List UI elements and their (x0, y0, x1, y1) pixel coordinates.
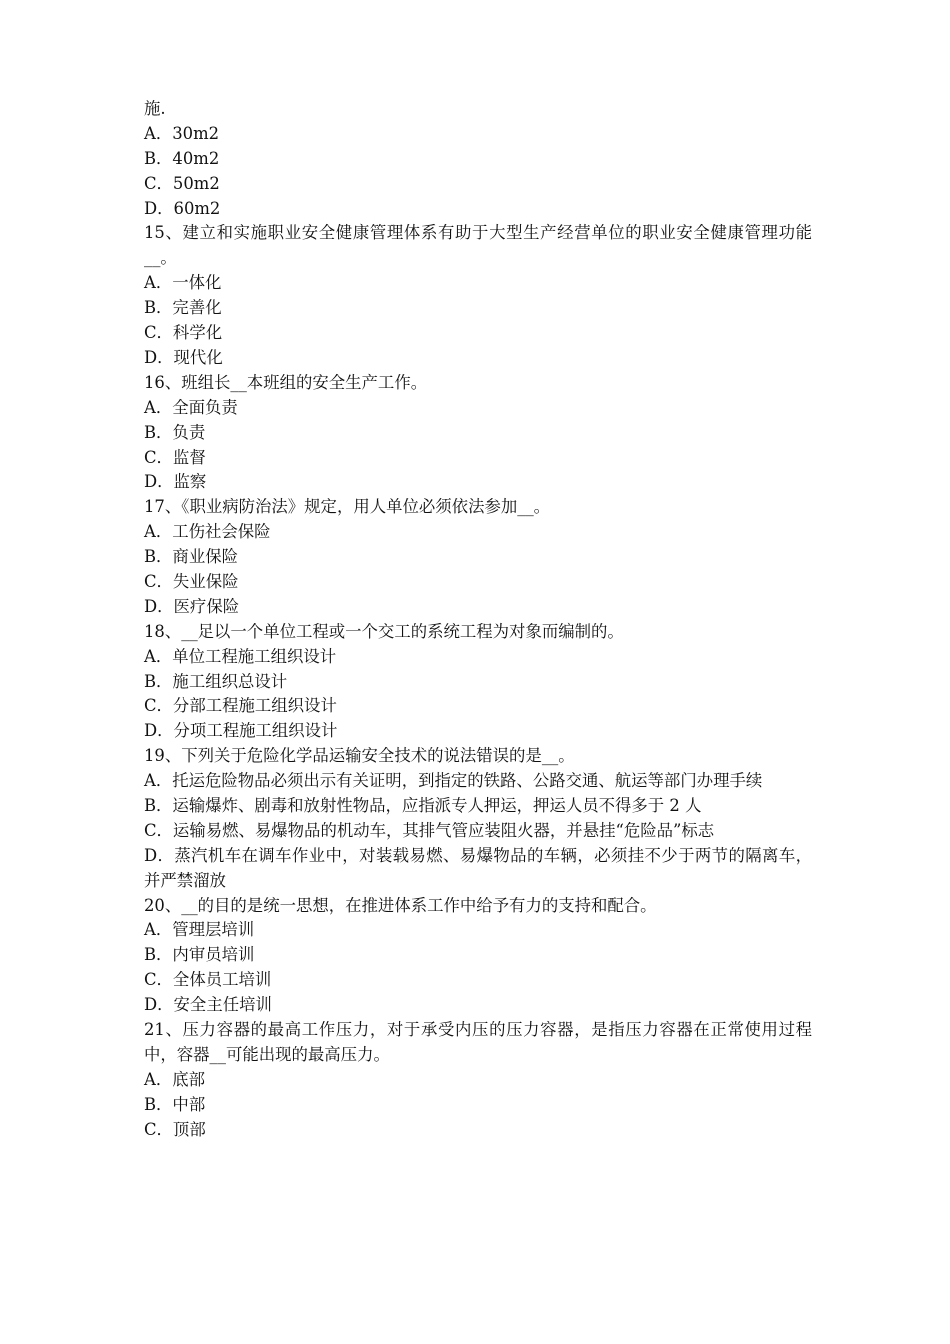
question-text: 16、班组长__本班组的安全生产工作。 (144, 372, 428, 392)
answer-option: A．底部 (144, 1069, 206, 1089)
text-line: 施. (144, 99, 166, 118)
answer-option: B．40m2 (144, 148, 220, 168)
answer-option: B．施工组织总设计 (144, 671, 288, 691)
question-text: 17、《职业病防治法》规定，用人单位必须依法参加__。 (144, 497, 551, 517)
answer-option: D．现代化 (144, 347, 223, 367)
answer-option: A．托运危险物品必须出示有关证明，到指定的铁路、公路交通、航运等部门办理手续 (144, 771, 763, 791)
answer-option: C．50m2 (144, 173, 220, 193)
answer-option: C．失业保险 (144, 571, 239, 591)
answer-option: B．内审员培训 (144, 945, 255, 965)
answer-option: D．60m2 (144, 198, 221, 218)
answer-option: D．蒸汽机车在调车作业中，对装载易燃、易爆物品的车辆，必须挂不少于两节的隔离车，并严禁溜放 (144, 845, 812, 890)
question-text: 21、压力容器的最高工作压力，对于承受内压的压力容器，是指压力容器在正常使用过程中，容器__可能出现的最高压力。 (144, 1020, 812, 1064)
answer-option: D．安全主任培训 (144, 995, 272, 1015)
answer-option: A．一体化 (144, 273, 222, 293)
answer-option: C．顶部 (144, 1119, 206, 1139)
answer-option: A．管理层培训 (144, 920, 255, 940)
answer-option: D．分项工程施工组织设计 (144, 721, 338, 741)
answer-option: B．完善化 (144, 298, 222, 318)
answer-option: A．30m2 (144, 123, 220, 143)
answer-option: A．单位工程施工组织设计 (144, 646, 337, 666)
answer-option: A．工伤社会保险 (144, 522, 271, 542)
answer-option: B．中部 (144, 1094, 206, 1114)
answer-option: B．负责 (144, 422, 206, 442)
answer-option: B．运输爆炸、剧毒和放射性物品，应指派专人押运，押运人员不得多于 2 人 (144, 795, 702, 815)
answer-option: D．监察 (144, 472, 207, 492)
question-text: 20、__的目的是统一思想，在推进体系工作中给予有力的支持和配合。 (144, 895, 657, 915)
answer-option: C．分部工程施工组织设计 (144, 696, 337, 716)
answer-option: C．科学化 (144, 323, 223, 343)
answer-option: C．全体员工培训 (144, 970, 272, 990)
question-text: 18、__足以一个单位工程或一个交工的系统工程为对象而编制的。 (144, 621, 624, 641)
answer-option: B．商业保险 (144, 547, 238, 567)
answer-option: A．全面负责 (144, 397, 238, 417)
document-page (144, 97, 812, 1143)
answer-option: D．医疗保险 (144, 596, 240, 616)
question-text: 15、建立和实施职业安全健康管理体系有助于大型生产经营单位的职业安全健康管理功能__。 (144, 223, 812, 268)
answer-option: C．监督 (144, 447, 206, 467)
question-text: 19、下列关于危险化学品运输安全技术的说法错误的是__。 (144, 746, 575, 766)
answer-option: C．运输易燃、易爆物品的机动车，其排气管应装阻火器，并悬挂“危险品”标志 (144, 820, 715, 840)
